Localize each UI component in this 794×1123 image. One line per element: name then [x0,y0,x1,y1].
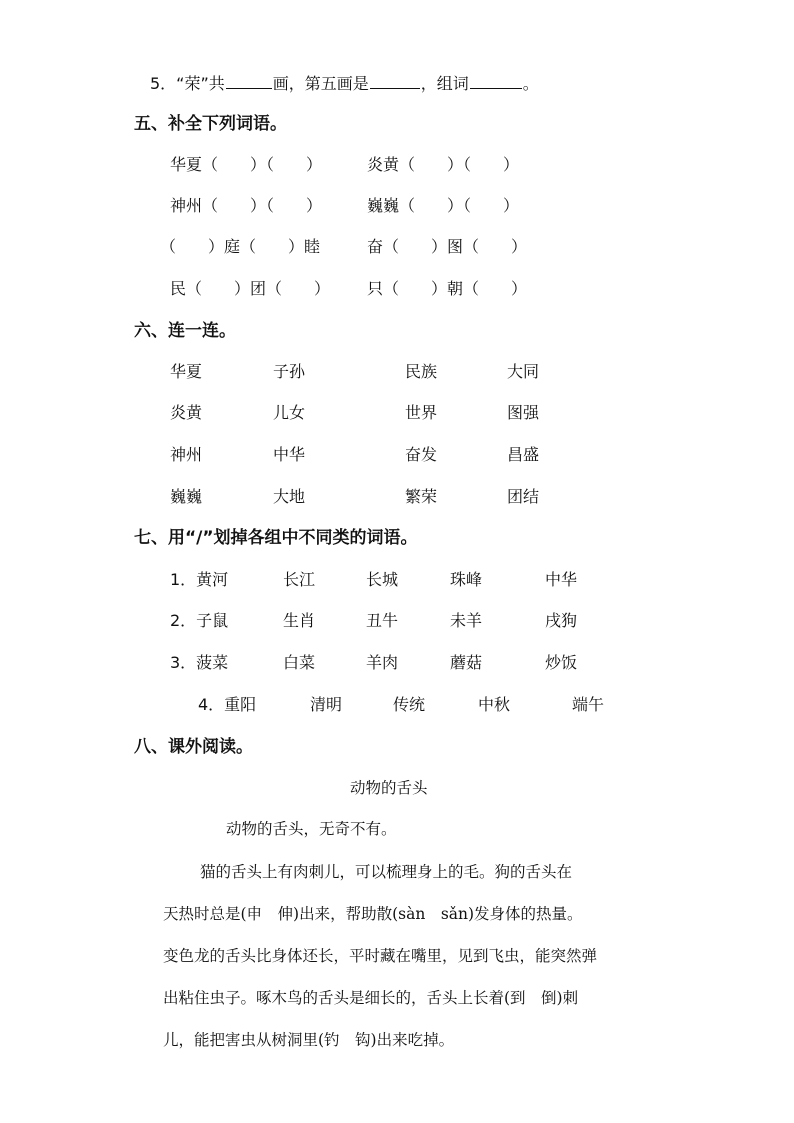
q5-mid-1: 画，第五画是 [272,74,369,93]
s6-word[interactable]: 大同 [507,362,540,381]
s6-word[interactable]: 儿女 [273,403,306,422]
s6-word[interactable]: 民族 [405,362,438,381]
s7-word[interactable]: 中秋 [478,695,511,714]
s7-word[interactable]: 珠峰 [450,570,483,589]
s7-word[interactable]: 羊肉 [366,653,399,672]
s6-word[interactable]: 子孙 [273,362,306,381]
s6-word[interactable]: 繁荣 [405,487,438,506]
s6-word[interactable]: 华夏 [170,362,203,381]
s5-item[interactable]: 只（ ）朝（ ） [367,279,528,298]
s5-item[interactable]: 神州（ ）（ ） [170,196,323,215]
s5-item[interactable]: 奋（ ）图（ ） [367,237,528,256]
s5-item[interactable]: 华夏（ ）（ ） [170,155,323,174]
article-paragraph: 猫的舌头上有肉刺儿，可以梳理身上的毛。狗的舌头在 [200,863,573,881]
article-paragraph: 天热时总是(申 伸)出来，帮助散(sàn sǎn)发身体的热量。 [163,905,583,923]
question-5 [150,72,539,95]
s6-word[interactable]: 神州 [170,445,203,464]
article-paragraph: 变色龙的舌头比身体还长，平时藏在嘴里，见到飞虫，能突然弹 [163,947,598,965]
s7-word[interactable]: 未羊 [450,611,483,630]
s6-word[interactable]: 中华 [273,445,306,464]
s5-item[interactable]: （ ）庭（ ）睦 [160,237,321,256]
s7-word[interactable]: 中华 [545,570,578,589]
s6-word[interactable]: 世界 [405,403,438,422]
q5-blank-1[interactable] [226,72,272,89]
s7-word[interactable]: 戌狗 [545,611,578,630]
s6-word[interactable]: 奋发 [405,445,438,464]
s7-word[interactable]: 4．重阳 [198,695,257,714]
section-6-title: 六、连一连。 [134,321,236,341]
q5-blank-3[interactable] [470,72,522,89]
s7-word[interactable]: 3．菠菜 [170,653,229,672]
section-7-title: 七、用“/”划掉各组中不同类的词语。 [134,528,418,548]
s5-item[interactable]: 炎黄（ ）（ ） [367,155,520,174]
s6-word[interactable]: 图强 [507,403,540,422]
article-paragraph: 动物的舌头，无奇不有。 [226,820,397,838]
s7-word[interactable]: 丑牛 [366,611,399,630]
s7-word[interactable]: 2．子鼠 [170,611,229,630]
s7-word[interactable]: 蘑菇 [450,653,483,672]
q5-suffix: 。 [522,74,539,93]
q5-blank-2[interactable] [370,72,420,89]
s7-word[interactable]: 端午 [572,695,605,714]
s6-word[interactable]: 昌盛 [507,445,540,464]
s5-item[interactable]: 民（ ）团（ ） [170,279,331,298]
article-title: 动物的舌头 [350,779,428,797]
q5-mid-2: ，组词 [420,74,469,93]
s6-word[interactable]: 巍巍 [170,487,203,506]
section-5-title: 五、补全下列词语。 [134,114,287,134]
s7-word[interactable]: 生肖 [283,611,316,630]
s5-item[interactable]: 巍巍（ ）（ ） [367,196,520,215]
s6-word[interactable]: 炎黄 [170,403,203,422]
s7-word[interactable]: 传统 [393,695,426,714]
article-paragraph: 出粘住虫子。啄木鸟的舌头是细长的，舌头上长着(到 倒)刺 [163,989,579,1007]
s7-word[interactable]: 长城 [366,570,399,589]
section-8-title: 八、课外阅读。 [134,737,253,757]
s7-word[interactable]: 白菜 [283,653,316,672]
s7-word[interactable]: 炒饭 [545,653,578,672]
s7-word[interactable]: 1．黄河 [170,570,229,589]
q5-prefix: 5．“荣”共 [150,74,225,93]
s7-word[interactable]: 清明 [310,695,343,714]
s6-word[interactable]: 团结 [507,487,540,506]
s6-word[interactable]: 大地 [273,487,306,506]
article-paragraph: 儿，能把害虫从树洞里(钓 钩)出来吃掉。 [163,1031,455,1049]
s7-word[interactable]: 长江 [283,570,316,589]
